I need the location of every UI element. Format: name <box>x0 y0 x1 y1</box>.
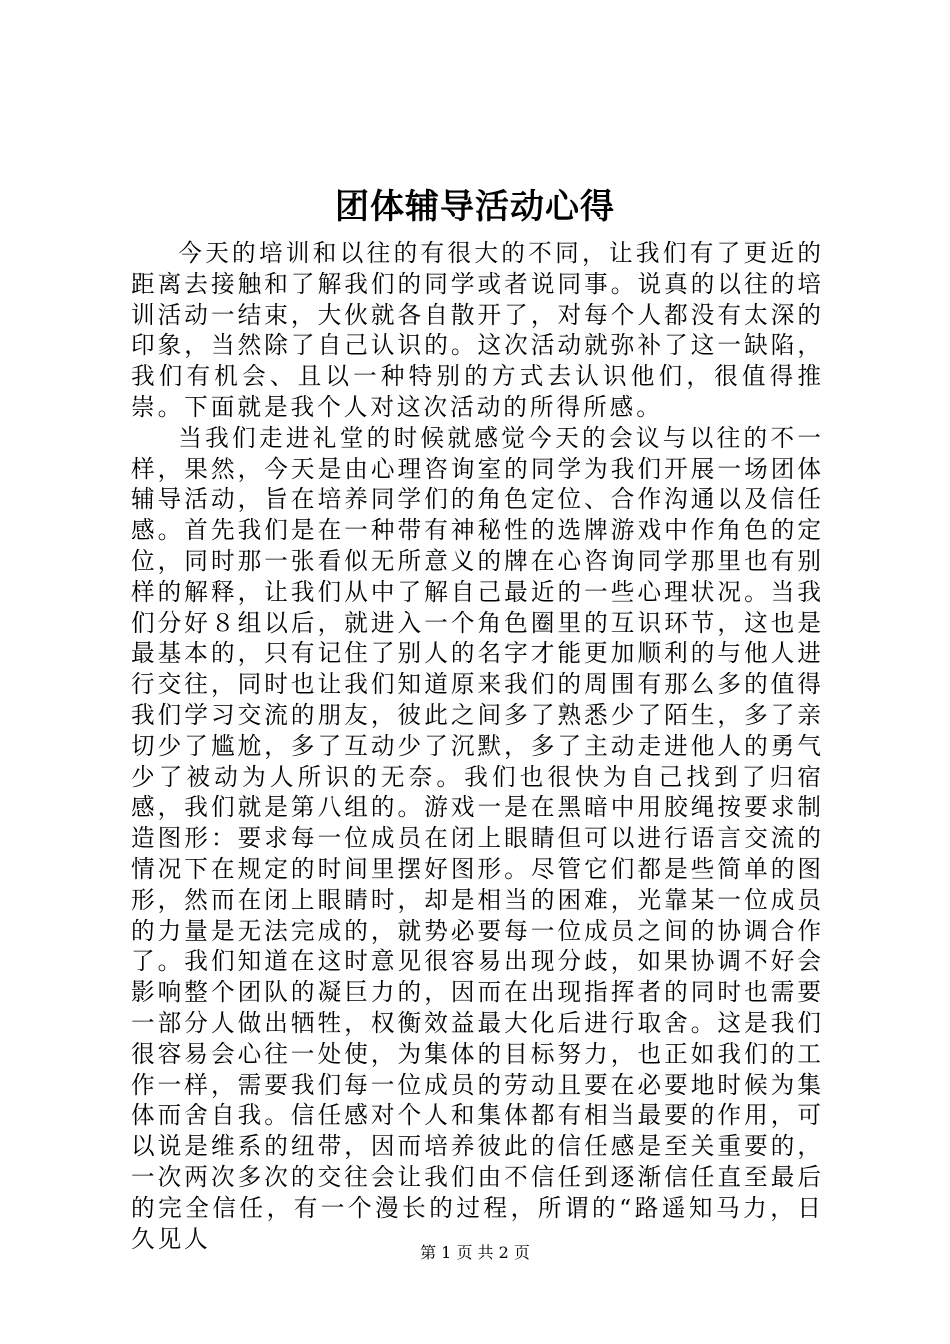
document-title: 团体辅导活动心得 <box>335 187 615 227</box>
paragraph: 今天的培训和以往的有很大的不同，让我们有了更近的距离去接触和了解我们的同学或者说同事。说真的以往的培训活动一结束，大伙就各自散开了，对每个人都没有太深的印象，当然除了自己认识的。这次活动就弥补了这一缺陷，我们有机会、且以一种特别的方式去认识他们，很值得推崇。下面就是我个人对这次活动的所得所感。 <box>131 239 824 421</box>
document-body <box>131 238 824 1254</box>
page-number-footer: 第 1 页 共 2 页 <box>420 1243 530 1262</box>
paragraph: 当我们走进礼堂的时候就感觉今天的会议与以往的不一样，果然，今天是由心理咨询室的同学为我们开展一场团体辅导活动，旨在培养同学们的角色定位、合作沟通以及信任感。首先我们是在一种带有神秘性的选牌游戏中作角色的定位，同时那一张看似无所意义的牌在心咨询同学那里也有别样的解释，让我们从中了解自己最近的一些心理状况。当我们分好８组以后，就进入一个角色圈里的互识环节，这也是最基本的，只有记住了别人的名字才能更加顺利的与他人进行交往，同时也让我们知道原来我们的周围有那么多的值得我们学习交流的朋友，彼此之间多了熟悉少了陌生，多了亲切少了尴尬，多了互动少了沉默，多了主动走进他人的勇气少了被动为人所识的无奈。我们也很快为自己找到了归宿感，我们就是第八组的。游戏一是在黑暗中用胶绳按要求制造图形：要求每一位成员在闭上眼睛但可以进行语言交流的情况下在规定的时间里摆好图形。尽管它们都是些简单的图形，然而在闭上眼睛时，却是相当的困难，光靠某一位成员的力量是无法完成的，就势必要每一位成员之间的协调合作了。我们知道在这时意见很容易出现分歧，如果协调不好会影响整个团队的凝巨力的，因而在出现指挥者的同时也需要一部分人做出牺牲，权衡效益最大化后进行取舍。这是我们很容易会心往一处使，为集体的目标努力，也正如我们的工作一样，需要我们每一位成员的劳动且要在必要地时候为集体而舍自我。信任感对个人和集体都有相当最要的作用，可以说是维系的纽带，因而培养彼此的信任感是至关重要的，一次两次多次的交往会让我们由不信任到逐渐信任直至最后的完全信任，有一个漫长的过程，所谓的“路遥知马力，日久见人 <box>131 423 824 1253</box>
